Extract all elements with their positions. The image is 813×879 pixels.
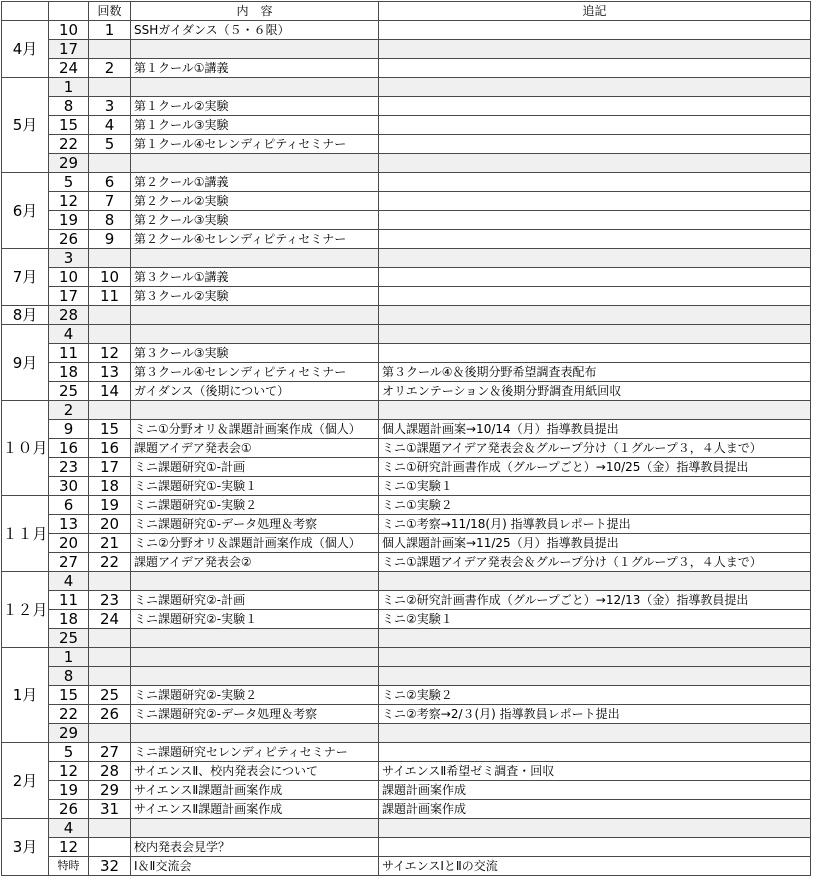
month-label: １１月 [2, 496, 49, 572]
month-label: 7月 [2, 249, 49, 306]
day-cell: 22 [49, 135, 89, 154]
table-row [2, 325, 811, 344]
header-count: 回数 [89, 2, 131, 21]
note-cell [379, 743, 811, 762]
note-cell: ミニ①実験１ [379, 477, 811, 496]
table-row [2, 629, 811, 648]
day-cell: 12 [49, 192, 89, 211]
table-row [2, 800, 811, 819]
count-cell: 4 [89, 116, 131, 135]
month-label: １２月 [2, 572, 49, 648]
content-cell [131, 306, 379, 325]
table-row [2, 591, 811, 610]
note-cell: 個人課題計画案→10/14（月）指導教員提出 [379, 420, 811, 439]
day-cell: 19 [49, 211, 89, 230]
day-cell: 4 [49, 819, 89, 838]
note-cell: ミニ①研究計画書作成（グループごと）→10/25（金）指導教員提出 [379, 458, 811, 477]
count-cell: 24 [89, 610, 131, 629]
day-cell: 4 [49, 325, 89, 344]
note-cell: ミニ②実験１ [379, 610, 811, 629]
count-cell: 7 [89, 192, 131, 211]
day-cell: 8 [49, 667, 89, 686]
content-cell: Ⅰ＆Ⅱ交流会 [131, 857, 379, 876]
content-cell: 第２クール②実験 [131, 192, 379, 211]
day-cell: 5 [49, 173, 89, 192]
count-cell [89, 40, 131, 59]
table-row [2, 97, 811, 116]
note-cell [379, 401, 811, 420]
content-cell: 校内発表会見学？ [131, 838, 379, 857]
table-row [2, 477, 811, 496]
note-cell [379, 135, 811, 154]
month-label: 4月 [2, 21, 49, 78]
table-row [2, 667, 811, 686]
count-cell [89, 154, 131, 173]
table-row [2, 192, 811, 211]
content-cell: 第３クール④セレンディピティセミナー [131, 363, 379, 382]
note-cell [379, 325, 811, 344]
table-row [2, 534, 811, 553]
content-cell: 課題アイデア発表会① [131, 439, 379, 458]
count-cell: 32 [89, 857, 131, 876]
table-row [2, 287, 811, 306]
count-cell [89, 819, 131, 838]
day-cell: 10 [49, 268, 89, 287]
note-cell [379, 306, 811, 325]
count-cell: 8 [89, 211, 131, 230]
content-cell [131, 648, 379, 667]
content-cell: サイエンスⅡ、校内発表会について [131, 762, 379, 781]
header-content: 内 容 [131, 2, 379, 21]
note-cell: ミニ②研究計画書作成（グループごと）→12/13（金）指導教員提出 [379, 591, 811, 610]
day-cell: 17 [49, 40, 89, 59]
content-cell [131, 401, 379, 420]
day-cell: 18 [49, 610, 89, 629]
header-row [2, 2, 811, 21]
content-cell [131, 40, 379, 59]
count-cell: 5 [89, 135, 131, 154]
day-cell: 15 [49, 116, 89, 135]
day-cell: 2 [49, 401, 89, 420]
content-cell: ミニ課題研究①-実験２ [131, 496, 379, 515]
count-cell: 9 [89, 230, 131, 249]
table-row [2, 21, 811, 40]
note-cell: 課題計画案作成 [379, 800, 811, 819]
content-cell: 第１クール③実験 [131, 116, 379, 135]
content-cell: 第３クール②実験 [131, 287, 379, 306]
day-cell: 24 [49, 59, 89, 78]
table-row [2, 306, 811, 325]
count-cell: 20 [89, 515, 131, 534]
count-cell [89, 724, 131, 743]
table-row [2, 78, 811, 97]
note-cell: ミニ①考察→11/18(月) 指導教員レポート提出 [379, 515, 811, 534]
count-cell [89, 401, 131, 420]
content-cell: 第２クール③実験 [131, 211, 379, 230]
header-month [2, 2, 49, 21]
month-label: 2月 [2, 743, 49, 819]
day-cell: 3 [49, 249, 89, 268]
table-row [2, 40, 811, 59]
count-cell [89, 78, 131, 97]
note-cell: ミニ①課題アイデア発表会＆グループ分け（１グループ３，４人まで） [379, 439, 811, 458]
day-cell: 29 [49, 154, 89, 173]
day-cell: 22 [49, 705, 89, 724]
table-row [2, 439, 811, 458]
count-cell: 19 [89, 496, 131, 515]
day-cell: 29 [49, 724, 89, 743]
note-cell: 第３クール④＆後期分野希望調査表配布 [379, 363, 811, 382]
note-cell [379, 116, 811, 135]
count-cell: 26 [89, 705, 131, 724]
table-row [2, 857, 811, 876]
table-row [2, 819, 811, 838]
content-cell: 第１クール④セレンディピティセミナー [131, 135, 379, 154]
content-cell [131, 154, 379, 173]
month-label: 5月 [2, 78, 49, 173]
month-label: 9月 [2, 325, 49, 401]
table-row [2, 686, 811, 705]
header-day [49, 2, 89, 21]
content-cell: 第３クール①講義 [131, 268, 379, 287]
count-cell: 2 [89, 59, 131, 78]
count-cell: 14 [89, 382, 131, 401]
content-cell: 課題アイデア発表会② [131, 553, 379, 572]
count-cell: 10 [89, 268, 131, 287]
table-row [2, 344, 811, 363]
day-cell: 1 [49, 78, 89, 97]
month-label: 8月 [2, 306, 49, 325]
schedule-body [2, 21, 811, 876]
content-cell [131, 325, 379, 344]
note-cell [379, 59, 811, 78]
content-cell: 第１クール②実験 [131, 97, 379, 116]
table-row [2, 648, 811, 667]
note-cell [379, 344, 811, 363]
content-cell: ミニ課題研究セレンディピティセミナー [131, 743, 379, 762]
content-cell [131, 629, 379, 648]
day-cell: 30 [49, 477, 89, 496]
day-cell: 28 [49, 306, 89, 325]
note-cell [379, 40, 811, 59]
day-cell: 16 [49, 439, 89, 458]
note-cell: サイエンスⅠとⅡの交流 [379, 857, 811, 876]
content-cell: ミニ②分野オリ＆課題計画案作成（個人） [131, 534, 379, 553]
day-cell: 5 [49, 743, 89, 762]
note-cell [379, 230, 811, 249]
note-cell [379, 667, 811, 686]
count-cell: 18 [89, 477, 131, 496]
day-cell: 25 [49, 382, 89, 401]
table-row [2, 249, 811, 268]
count-cell [89, 325, 131, 344]
day-cell: 12 [49, 762, 89, 781]
day-cell: 10 [49, 21, 89, 40]
count-cell: 25 [89, 686, 131, 705]
note-cell [379, 268, 811, 287]
day-cell: 19 [49, 781, 89, 800]
content-cell: ミニ課題研究①-実験１ [131, 477, 379, 496]
count-cell: 17 [89, 458, 131, 477]
count-cell: 3 [89, 97, 131, 116]
note-cell [379, 154, 811, 173]
count-cell [89, 306, 131, 325]
content-cell: ガイダンス（後期について） [131, 382, 379, 401]
content-cell: ミニ課題研究①-データ処理＆考察 [131, 515, 379, 534]
day-cell: 特時 [49, 857, 89, 876]
content-cell: ミニ課題研究②-実験１ [131, 610, 379, 629]
day-cell: 15 [49, 686, 89, 705]
schedule-table [1, 1, 811, 876]
table-row [2, 610, 811, 629]
table-row [2, 781, 811, 800]
count-cell: 29 [89, 781, 131, 800]
table-row [2, 705, 811, 724]
count-cell [89, 648, 131, 667]
note-cell [379, 572, 811, 591]
content-cell [131, 724, 379, 743]
table-row [2, 135, 811, 154]
table-row [2, 724, 811, 743]
note-cell [379, 724, 811, 743]
day-cell: 23 [49, 458, 89, 477]
day-cell: 6 [49, 496, 89, 515]
note-cell [379, 287, 811, 306]
note-cell: 課題計画案作成 [379, 781, 811, 800]
day-cell: 1 [49, 648, 89, 667]
note-cell [379, 211, 811, 230]
count-cell: 13 [89, 363, 131, 382]
day-cell: 9 [49, 420, 89, 439]
day-cell: 12 [49, 838, 89, 857]
note-cell: 個人課題計画案→11/25（月）指導教員提出 [379, 534, 811, 553]
note-cell [379, 629, 811, 648]
content-cell: ミニ課題研究②-データ処理＆考察 [131, 705, 379, 724]
count-cell [89, 629, 131, 648]
content-cell [131, 667, 379, 686]
day-cell: 20 [49, 534, 89, 553]
day-cell: 26 [49, 800, 89, 819]
month-label: 3月 [2, 819, 49, 876]
count-cell: 28 [89, 762, 131, 781]
table-row [2, 382, 811, 401]
content-cell: SSHガイダンス（５・６限） [131, 21, 379, 40]
count-cell: 21 [89, 534, 131, 553]
table-row [2, 553, 811, 572]
count-cell: 1 [89, 21, 131, 40]
table-row [2, 268, 811, 287]
count-cell [89, 249, 131, 268]
content-cell: 第２クール④セレンディピティセミナー [131, 230, 379, 249]
day-cell: 26 [49, 230, 89, 249]
count-cell: 27 [89, 743, 131, 762]
table-row [2, 743, 811, 762]
note-cell [379, 838, 811, 857]
table-row [2, 173, 811, 192]
content-cell: ミニ課題研究②-計画 [131, 591, 379, 610]
day-cell: 17 [49, 287, 89, 306]
table-row [2, 230, 811, 249]
count-cell: 16 [89, 439, 131, 458]
content-cell: 第１クール①講義 [131, 59, 379, 78]
note-cell [379, 97, 811, 116]
content-cell: ミニ課題研究①-計画 [131, 458, 379, 477]
count-cell: 15 [89, 420, 131, 439]
day-cell: 18 [49, 363, 89, 382]
table-row [2, 515, 811, 534]
count-cell [89, 838, 131, 857]
content-cell: サイエンスⅡ課題計画案作成 [131, 781, 379, 800]
content-cell: 第３クール③実験 [131, 344, 379, 363]
note-cell [379, 249, 811, 268]
day-cell: 11 [49, 344, 89, 363]
note-cell: ミニ①実験２ [379, 496, 811, 515]
table-row [2, 420, 811, 439]
content-cell [131, 572, 379, 591]
content-cell: ミニ①分野オリ＆課題計画案作成（個人） [131, 420, 379, 439]
count-cell: 23 [89, 591, 131, 610]
table-row [2, 458, 811, 477]
count-cell: 31 [89, 800, 131, 819]
table-row [2, 211, 811, 230]
content-cell: ミニ課題研究②-実験２ [131, 686, 379, 705]
note-cell [379, 78, 811, 97]
note-cell [379, 819, 811, 838]
content-cell [131, 249, 379, 268]
table-row [2, 762, 811, 781]
table-row [2, 116, 811, 135]
note-cell: ミニ②考察→2/３(月) 指導教員レポート提出 [379, 705, 811, 724]
content-cell [131, 819, 379, 838]
table-row [2, 838, 811, 857]
month-label: 1月 [2, 648, 49, 743]
content-cell: サイエンスⅡ課題計画案作成 [131, 800, 379, 819]
day-cell: 8 [49, 97, 89, 116]
month-label: 6月 [2, 173, 49, 249]
content-cell: 第２クール①講義 [131, 173, 379, 192]
note-cell [379, 192, 811, 211]
month-label: １０月 [2, 401, 49, 496]
content-cell [131, 78, 379, 97]
note-cell [379, 648, 811, 667]
count-cell: 6 [89, 173, 131, 192]
note-cell: サイエンスⅡ希望ゼミ調査・回収 [379, 762, 811, 781]
note-cell: ミニ①課題アイデア発表会＆グループ分け（１グループ３，４人まで） [379, 553, 811, 572]
day-cell: 25 [49, 629, 89, 648]
count-cell [89, 667, 131, 686]
table-row [2, 401, 811, 420]
note-cell [379, 173, 811, 192]
day-cell: 27 [49, 553, 89, 572]
day-cell: 4 [49, 572, 89, 591]
count-cell: 12 [89, 344, 131, 363]
table-row [2, 363, 811, 382]
note-cell: ミニ②実験２ [379, 686, 811, 705]
day-cell: 11 [49, 591, 89, 610]
day-cell: 13 [49, 515, 89, 534]
note-cell [379, 21, 811, 40]
count-cell: 22 [89, 553, 131, 572]
table-row [2, 154, 811, 173]
header-note: 追記 [379, 2, 811, 21]
table-row [2, 59, 811, 78]
count-cell: 11 [89, 287, 131, 306]
note-cell: オリエンテーション＆後期分野調査用紙回収 [379, 382, 811, 401]
table-row [2, 572, 811, 591]
count-cell [89, 572, 131, 591]
table-row [2, 496, 811, 515]
